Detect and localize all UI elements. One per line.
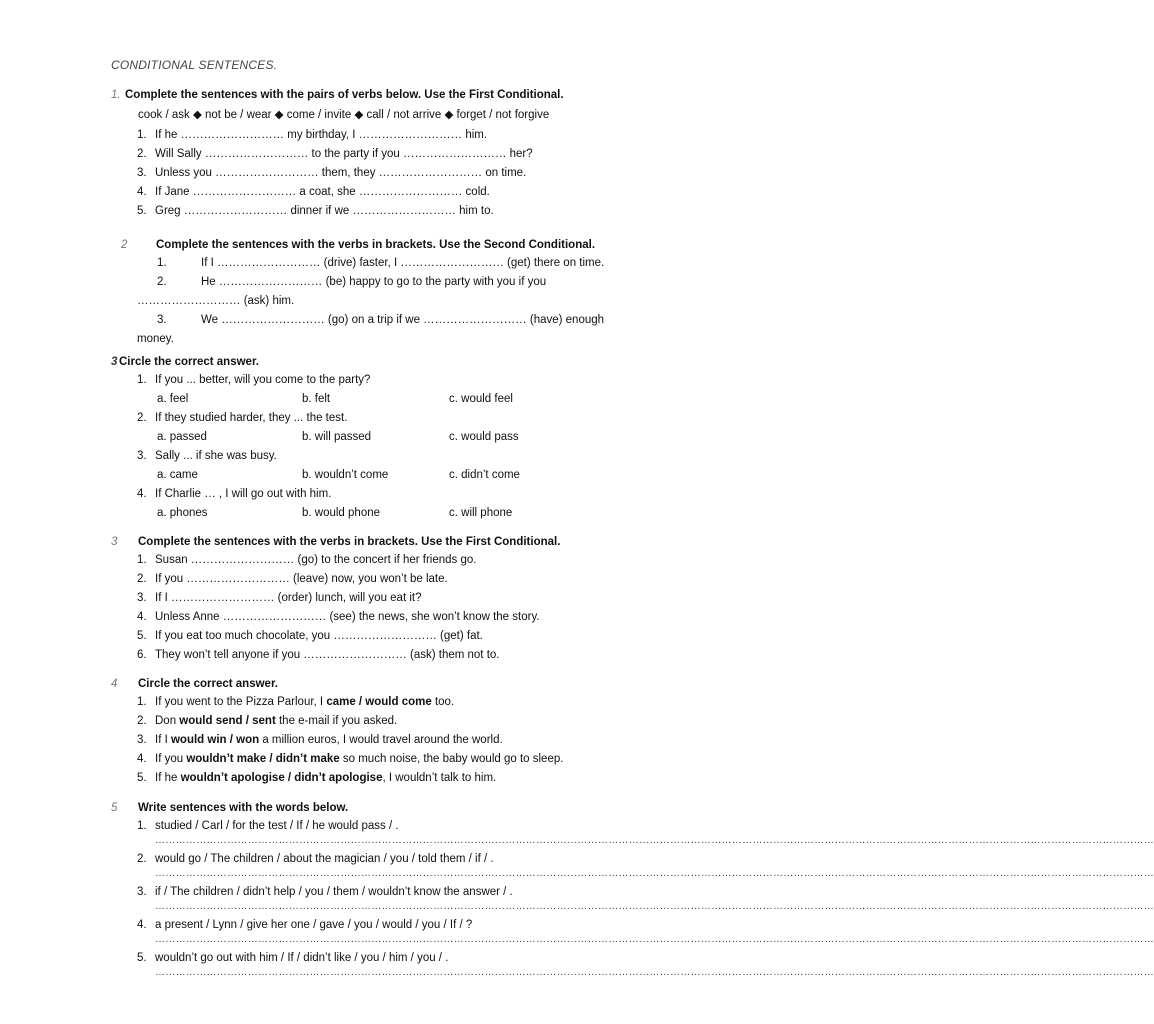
- exercise-instruction: Write sentences with the words below.: [138, 802, 349, 814]
- item-text: Unless Anne ……………………… (see) the news, she won’t know the story.: [155, 611, 540, 623]
- exercise-header: [111, 675, 671, 693]
- item-number: 4.: [137, 919, 147, 931]
- text-before: If I: [155, 734, 171, 746]
- answer-line[interactable]: …………………………………………………………………………………………………………………………………………………………………………………………………………………………………………………………………: [155, 934, 1154, 945]
- item-text: wouldn’t go out with him / If / didn’t like / you / him / you / .: [155, 952, 449, 964]
- list-item: [111, 608, 671, 627]
- option-a[interactable]: a. came: [157, 469, 198, 481]
- list-item-continued: money.: [137, 333, 174, 345]
- list-item: 2. He ……………………… (be) happy to go to the party with you if you: [157, 276, 547, 288]
- item-number: 2.: [137, 573, 147, 585]
- item-number: 1.: [137, 554, 147, 566]
- item-number: 6.: [137, 649, 147, 661]
- list-item: [111, 916, 671, 935]
- item-number: 3.: [137, 167, 147, 179]
- answer-options: [111, 504, 671, 523]
- list-item: [111, 551, 671, 570]
- choice-pair[interactable]: came / would come: [326, 696, 432, 708]
- option-c[interactable]: c. will phone: [449, 507, 513, 519]
- option-b[interactable]: b. wouldn’t come: [302, 469, 389, 481]
- exercise-header: [111, 353, 671, 371]
- item-text: If you ……………………… (leave) now, you won’t be late.: [155, 573, 448, 585]
- list-item: [111, 627, 671, 646]
- text-before: If you: [155, 753, 187, 765]
- exercise-instruction: Complete the sentences with the verbs in brackets. Use the Second Conditional.: [156, 239, 596, 251]
- text-before: If he: [155, 772, 181, 784]
- text-before: Don: [155, 715, 180, 727]
- list-item: [111, 693, 671, 712]
- list-item: 1. If I ……………………… (drive) faster, I ……………………… (get) there on time.: [157, 257, 605, 269]
- item-number: 2.: [137, 412, 147, 424]
- item-text: would go / The children / about the magician / you / told them / if / .: [155, 853, 494, 865]
- exercise-3-circle: [111, 353, 671, 523]
- list-item: [111, 883, 671, 902]
- list-item: [111, 731, 671, 750]
- item-number: 5.: [137, 630, 147, 642]
- item-text: a present / Lynn / give her one / gave / you / would / you / If / ?: [155, 919, 473, 931]
- answer-options: [111, 466, 671, 485]
- list-item-continued: ……………………… (ask) him.: [137, 295, 295, 307]
- item-text: If Jane ……………………… a coat, she ……………………… cold.: [155, 186, 490, 198]
- exercise-header: [111, 533, 671, 551]
- item-number: 5.: [137, 772, 147, 784]
- list-item: [111, 202, 671, 221]
- text-after: , I wouldn’t talk to him.: [382, 772, 497, 784]
- exercise-instruction: Complete the sentences with the verbs in brackets. Use the First Conditional.: [138, 536, 561, 548]
- item-text: Greg ……………………… dinner if we ……………………… him to.: [155, 205, 494, 217]
- item-text: [155, 712, 397, 731]
- exercise-header: [111, 236, 671, 254]
- item-text: [155, 731, 503, 750]
- question-item: [111, 371, 671, 390]
- exercise-number: 1.: [111, 89, 121, 101]
- item-number: 3.: [137, 734, 147, 746]
- exercise-header: [111, 799, 671, 817]
- text-after: so much noise, the baby would go to sleep.: [339, 753, 564, 765]
- exercise-instruction: Circle the correct answer.: [119, 356, 259, 368]
- item-number: 4.: [137, 611, 147, 623]
- option-b[interactable]: b. felt: [302, 393, 331, 405]
- item-text: If they studied harder, they ... the test.: [155, 412, 348, 424]
- item-text: If I ……………………… (order) lunch, will you eat it?: [155, 592, 422, 604]
- option-c[interactable]: c. didn’t come: [449, 469, 520, 481]
- item-number: 4.: [137, 753, 147, 765]
- option-a[interactable]: a. phones: [157, 507, 208, 519]
- exercise-number: 5: [111, 802, 118, 814]
- option-a[interactable]: a. passed: [157, 431, 207, 443]
- exercise-header: [111, 86, 671, 104]
- list-item: [111, 589, 671, 608]
- list-item: [111, 570, 671, 589]
- item-text: [155, 693, 454, 712]
- option-c[interactable]: c. would pass: [449, 431, 519, 443]
- list-item: [111, 183, 671, 202]
- list-item: [111, 646, 671, 665]
- item-text: If Charlie … , I will go out with him.: [155, 488, 332, 500]
- item-number: 3.: [137, 450, 147, 462]
- item-text: Unless you ……………………… them, they ……………………… on time.: [155, 167, 527, 179]
- exercise-1: [111, 86, 671, 221]
- text-before: If you went to the Pizza Parlour, I: [155, 696, 327, 708]
- item-number: 1.: [137, 820, 147, 832]
- choice-pair[interactable]: would send / sent: [179, 715, 276, 727]
- item-number: 5.: [137, 952, 147, 964]
- exercise-instruction: Circle the correct answer.: [138, 678, 278, 690]
- answer-line[interactable]: …………………………………………………………………………………………………………………………………………………………………………………………………………………………………………………………………: [155, 967, 1154, 978]
- verb-pairs: cook / ask ◆ not be / wear ◆ come / invite ◆ call / not arrive ◆ forget / not forgive: [138, 109, 550, 121]
- item-number: 1.: [137, 696, 147, 708]
- list-item: [111, 145, 671, 164]
- option-c[interactable]: c. would feel: [449, 393, 513, 405]
- item-text: [155, 750, 563, 769]
- exercise-number: 3: [111, 356, 118, 368]
- exercise-2: [111, 236, 671, 349]
- list-item: [111, 164, 671, 183]
- exercise-instruction: Complete the sentences with the pairs of verbs below. Use the First Conditional.: [125, 89, 564, 101]
- answer-line[interactable]: …………………………………………………………………………………………………………………………………………………………………………………………………………………………………………………………………: [155, 901, 1154, 912]
- question-item: [111, 447, 671, 466]
- exercise-3-complete: [111, 533, 671, 665]
- option-b[interactable]: b. will passed: [302, 431, 372, 443]
- item-text: They won’t tell anyone if you ……………………… (ask) them not to.: [155, 649, 500, 661]
- option-b[interactable]: b. would phone: [302, 507, 381, 519]
- item-number: 3.: [137, 592, 147, 604]
- list-item: [111, 712, 671, 731]
- item-number: 2.: [137, 715, 147, 727]
- item-text: Susan ……………………… (go) to the concert if her friends go.: [155, 554, 477, 566]
- item-text: if / The children / didn’t help / you / them / wouldn’t know the answer / .: [155, 886, 513, 898]
- choice-pair[interactable]: would win / won: [170, 734, 260, 746]
- item-number: 4.: [137, 186, 147, 198]
- list-item: [111, 769, 671, 788]
- list-item: 3. We ……………………… (go) on a trip if we ……………………… (have) enough: [157, 314, 605, 326]
- item-number: 5.: [137, 205, 147, 217]
- list-item: [111, 126, 671, 145]
- text-after: a million euros, I would travel around the world.: [259, 734, 503, 746]
- list-item: [111, 750, 671, 769]
- list-item: [111, 850, 671, 869]
- choice-pair[interactable]: wouldn’t apologise / didn’t apologise: [180, 772, 383, 784]
- list-item: [111, 817, 671, 836]
- exercise-5: [111, 799, 1154, 982]
- question-item: [111, 485, 671, 504]
- item-number: 3.: [137, 886, 147, 898]
- answer-options: [111, 390, 671, 409]
- choice-pair[interactable]: wouldn’t make / didn’t make: [186, 753, 340, 765]
- item-number: 2.: [137, 148, 147, 160]
- item-text: Will Sally ……………………… to the party if you ……………………… her?: [155, 148, 533, 160]
- item-text: If you ... better, will you come to the party?: [155, 374, 371, 386]
- exercise-4: [111, 675, 671, 788]
- option-a[interactable]: a. feel: [157, 393, 189, 405]
- text-after: the e-mail if you asked.: [275, 715, 398, 727]
- item-number: 1.: [137, 129, 147, 141]
- question-item: [111, 409, 671, 428]
- item-number: 4.: [137, 488, 147, 500]
- item-number: 2.: [137, 853, 147, 865]
- answer-line[interactable]: …………………………………………………………………………………………………………………………………………………………………………………………………………………………………………………………………: [155, 835, 1154, 846]
- item-text: If you eat too much chocolate, you ……………………… (get) fat.: [155, 630, 483, 642]
- list-item: [111, 949, 671, 968]
- text-after: too.: [431, 696, 455, 708]
- answer-options: [111, 428, 671, 447]
- exercise-number: 4: [111, 678, 118, 690]
- item-number: 1.: [137, 374, 147, 386]
- item-text: Sally ... if she was busy.: [155, 450, 277, 462]
- item-text: [155, 769, 496, 788]
- exercise-number: 2: [121, 239, 128, 251]
- exercise-number: 3: [111, 536, 118, 548]
- answer-line[interactable]: …………………………………………………………………………………………………………………………………………………………………………………………………………………………………………………………………: [155, 868, 1154, 879]
- worksheet-title: CONDITIONAL SENTENCES.: [111, 58, 278, 72]
- item-text: If he ……………………… my birthday, I ……………………… him.: [155, 129, 488, 141]
- item-text: studied / Carl / for the test / If / he would pass / .: [155, 820, 399, 832]
